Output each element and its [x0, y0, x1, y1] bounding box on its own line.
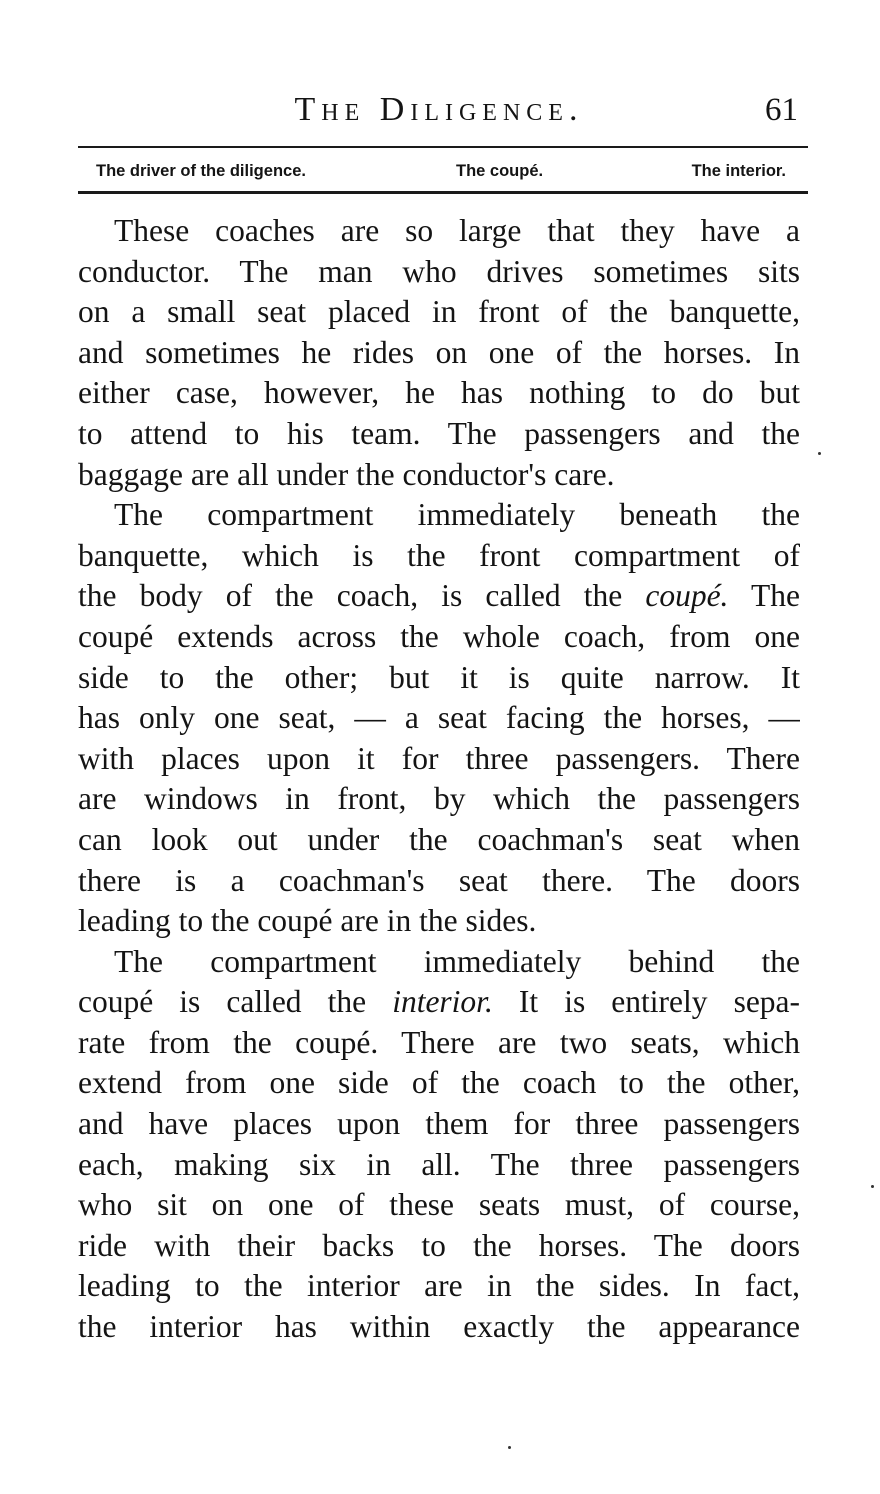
text-line: with places upon it for three passengers. There — [78, 740, 800, 776]
text-run: The — [751, 578, 800, 614]
text-line — [78, 982, 800, 1023]
text-line: has only one seat, — a seat facing the horses, — — [78, 700, 800, 736]
subhead-coupe: The coupé. — [456, 162, 544, 180]
paragraph-1 — [78, 211, 800, 495]
subhead-interior: The interior. — [691, 162, 786, 180]
text-run: It is entirely sepa- — [518, 984, 800, 1020]
text-line: leading to the interior are in the sides. In fact, — [78, 1268, 800, 1304]
text-line: each, making six in all. The three passengers — [78, 1146, 800, 1182]
text-line: These coaches are so large that they have a — [114, 213, 800, 248]
text-line: to attend to his team. The passengers and the — [78, 415, 800, 451]
text-line: can look out under the coachman's seat when — [78, 821, 800, 857]
subhead-driver: The driver of the diligence. — [96, 162, 306, 180]
italic-term-interior: interior. — [392, 984, 493, 1020]
text-line: and sometimes he rides on one of the horses. In — [78, 334, 800, 370]
text-line: leading to the coupé are in the sides. — [78, 903, 537, 939]
text-line: ride with their backs to the horses. The doors — [78, 1227, 800, 1263]
italic-term-coupe: coupé. — [645, 578, 729, 614]
paragraph-3 — [78, 942, 800, 1348]
text-line: on a small seat placed in front of the banquette, — [78, 294, 800, 330]
text-line: baggage are all under the conductor's care. — [78, 456, 615, 492]
text-line: who sit on one of these seats must, of course, — [78, 1187, 800, 1223]
text-line: and have places upon them for three passengers — [78, 1106, 800, 1142]
text-line: conductor. The man who drives sometimes sits — [78, 253, 800, 289]
text-line: The compartment immediately behind the — [114, 943, 800, 979]
text-line: coupé extends across the whole coach, from one — [78, 618, 800, 654]
paragraph-2 — [78, 495, 800, 942]
running-head — [78, 88, 800, 132]
header-rule-bottom — [78, 191, 808, 194]
text-line: banquette, which is the front compartment of — [78, 537, 800, 573]
paper-speck — [818, 452, 821, 455]
page-number: 61 — [765, 92, 798, 128]
text-line: the interior has within exactly the appearance — [78, 1309, 800, 1345]
text-line: either case, however, he has nothing to do but — [78, 375, 800, 411]
text-line: there is a coachman's seat there. The doors — [78, 862, 800, 898]
paper-speck — [871, 1185, 874, 1188]
body-text — [78, 211, 800, 1348]
text-line: side to the other; but it is quite narrow. It — [78, 659, 800, 695]
text-line: The compartment immediately beneath the — [114, 497, 800, 533]
text-line — [78, 576, 800, 617]
text-line: extend from one side of the coach to the other, — [78, 1065, 800, 1101]
text-line: rate from the coupé. There are two seats, which — [78, 1024, 800, 1060]
text-run: coupé is called the — [78, 984, 367, 1020]
subheads — [96, 157, 786, 185]
header-rule-top — [78, 146, 808, 148]
text-run: the body of the coach, is called the — [78, 578, 623, 614]
paper-speck — [508, 1446, 511, 1449]
text-line: are windows in front, by which the passengers — [78, 781, 800, 817]
running-title: The Diligence. — [294, 91, 584, 128]
